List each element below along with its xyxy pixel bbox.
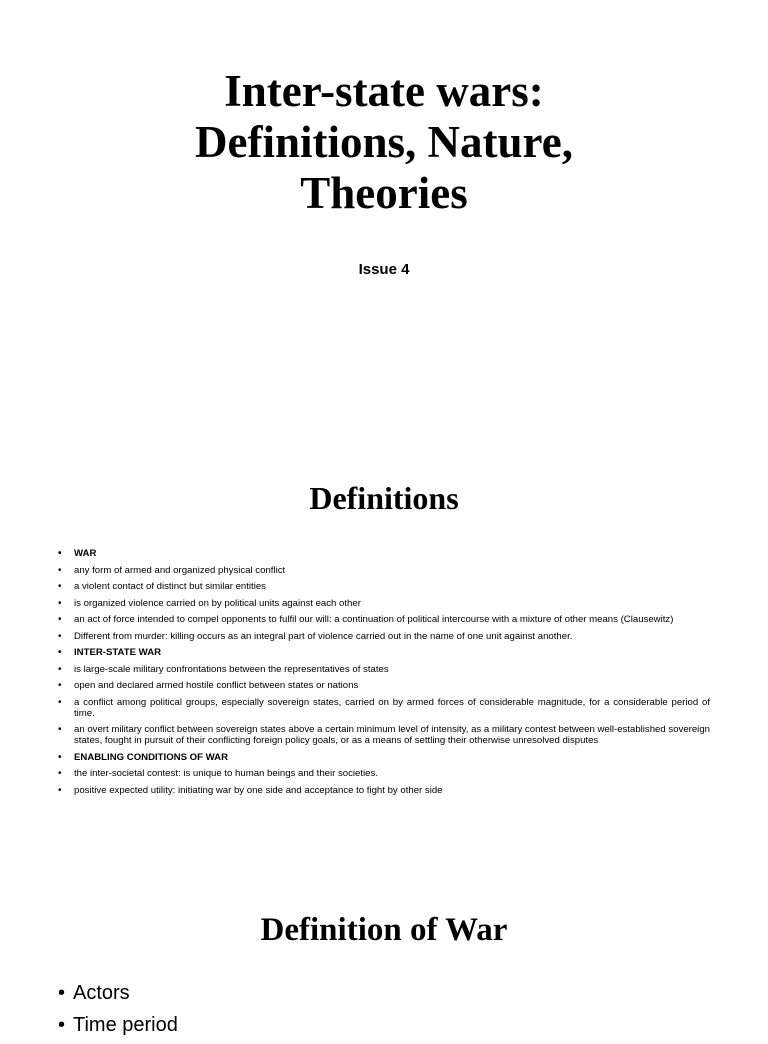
main-title <box>0 66 768 219</box>
slide-title <box>0 0 768 430</box>
definition-bullet-item: • is organized violence carried on by political units against each other <box>58 598 710 609</box>
definition-bullet-item: • Different from murder: killing occurs as an integral part of violence carried out in the name of one unit against another. <box>58 631 710 642</box>
definition-bullet-item: • is large-scale military confrontations between the representatives of states <box>58 664 710 675</box>
main-title-line-2: Definitions, Nature, <box>195 117 573 167</box>
definition-of-war-bullet-list <box>58 980 178 1044</box>
definition-bullet-item: • a conflict among political groups, especially sovereign states, carried on by armed forces of considerable magnitude, for a considerable period of time. <box>58 697 710 719</box>
definition-bullet-item: • the inter-societal contest: is unique to human beings and their societies. <box>58 768 710 779</box>
definition-bullet-item: • WAR <box>58 548 710 559</box>
issue-subtitle: Issue 4 <box>358 261 410 278</box>
definition-bullet-item: • INTER-STATE WAR <box>58 647 710 658</box>
definition-bullet-item: • positive expected utility: initiating war by one side and acceptance to fight by other side <box>58 785 710 796</box>
war-bullet-item: • Time period <box>58 1012 178 1038</box>
definition-bullet-item: • a violent contact of distinct but similar entities <box>58 581 710 592</box>
definition-bullet-item: • an overt military conflict between sovereign states above a certain minimum level of intensity, as a military contest between well-established sovereign states, fought in pursuit of their conflicting foreign policy goals, or as a means of settling their otherwise unresolved disputes <box>58 724 710 746</box>
definition-bullet-item: • ENABLING CONDITIONS OF WAR <box>58 752 710 763</box>
definition-bullet-item: • any form of armed and organized physical conflict <box>58 565 710 576</box>
slide-definitions <box>0 430 768 862</box>
definition-of-war-title: Definition of War <box>260 912 508 948</box>
definition-bullet-item: • an act of force intended to compel opponents to fulfil our will: a continuation of political intercourse with a mixture of other means (Clausewitz) <box>58 614 710 625</box>
slide-definition-of-war <box>0 862 768 1036</box>
main-title-line-1: Inter-state wars: <box>224 66 544 116</box>
definitions-title: Definitions <box>309 480 459 516</box>
definitions-bullet-list <box>58 548 710 801</box>
definition-bullet-item: • open and declared armed hostile conflict between states or nations <box>58 680 710 691</box>
main-title-line-3: Theories <box>300 168 468 218</box>
war-bullet-item: • Actors <box>58 980 178 1006</box>
